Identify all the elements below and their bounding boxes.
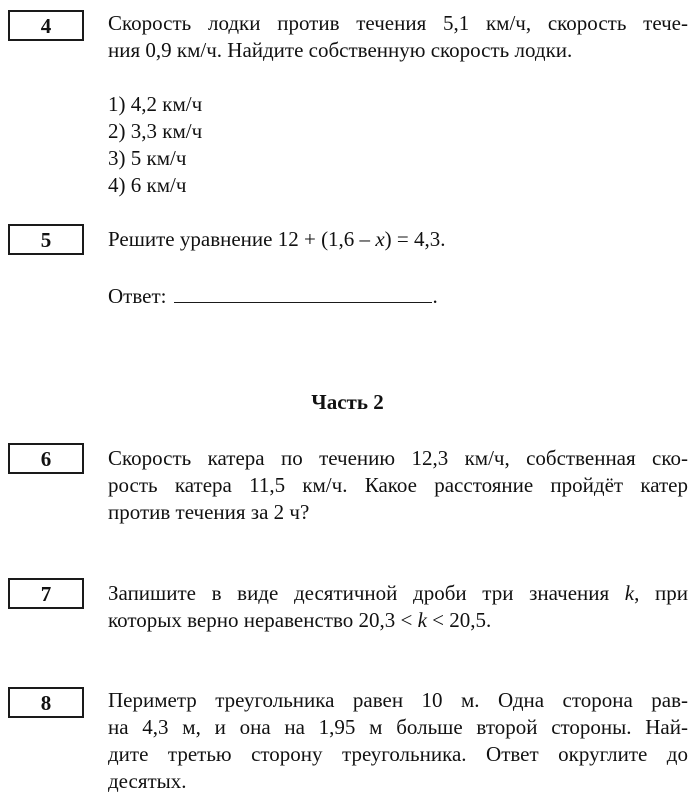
text-variable: k	[417, 608, 427, 632]
text-part: < 20,5.	[426, 608, 492, 632]
part-title: Часть 2	[311, 390, 384, 414]
task-text-line: на 4,3 м, и она на 1,95 м больше второй стороны. Най-	[108, 715, 688, 739]
text-part: которых верно неравенство 20,3 <	[108, 608, 418, 632]
task-text-line: ния 0,9 км/ч. Найдите собственную скорость лодки.	[108, 38, 573, 62]
answer-line	[108, 283, 438, 310]
answer-options	[108, 91, 202, 199]
task-number-box: 6	[8, 443, 84, 474]
text-variable: k	[624, 581, 635, 605]
answer-option: 2) 3,3 км/ч	[108, 119, 203, 143]
task-text-line: Скорость катера по течению 12,3 км/ч, собственная ско-	[108, 446, 688, 470]
task-text-line	[108, 226, 688, 253]
task-text-line: против течения за 2 ч?	[108, 500, 310, 524]
task-text-line: Периметр треугольника равен 10 м. Одна сторона рав-	[108, 688, 688, 712]
task-text	[108, 580, 688, 634]
answer-option: 1) 4,2 км/ч	[108, 92, 203, 116]
equation-part: Решите уравнение 12 + (1,6 –	[108, 227, 376, 251]
task-text	[108, 226, 688, 253]
task-number-box: 5	[8, 224, 84, 255]
text-part: Запишите в виде десятичной дроби три значения	[108, 581, 625, 605]
task-text-line: Скорость лодки против течения 5,1 км/ч, скорость тече-	[108, 11, 688, 35]
task-number-box: 7	[8, 578, 84, 609]
equation-variable: x	[375, 227, 385, 251]
answer-end: .	[432, 284, 438, 308]
equation-part: ) = 4,3.	[384, 227, 446, 251]
task-number-box: 4	[8, 10, 84, 41]
answer-option: 3) 5 км/ч	[108, 146, 187, 170]
answer-label: Ответ:	[108, 284, 167, 308]
task-number-box: 8	[8, 687, 84, 718]
answer-option: 4) 6 км/ч	[108, 173, 187, 197]
task-text	[108, 10, 688, 64]
task-text-line: дите третью сторону треугольника. Ответ округлите до	[108, 742, 688, 766]
task-text-line	[108, 607, 688, 634]
task-text-line: рость катера 11,5 км/ч. Какое расстояние пройдёт катер	[108, 473, 688, 497]
task-text-line: десятых.	[108, 769, 187, 793]
task-text-line	[108, 580, 688, 607]
task-text	[108, 445, 688, 526]
task-text	[108, 687, 688, 795]
answer-blank[interactable]	[174, 284, 432, 303]
text-part: , при	[634, 581, 688, 605]
